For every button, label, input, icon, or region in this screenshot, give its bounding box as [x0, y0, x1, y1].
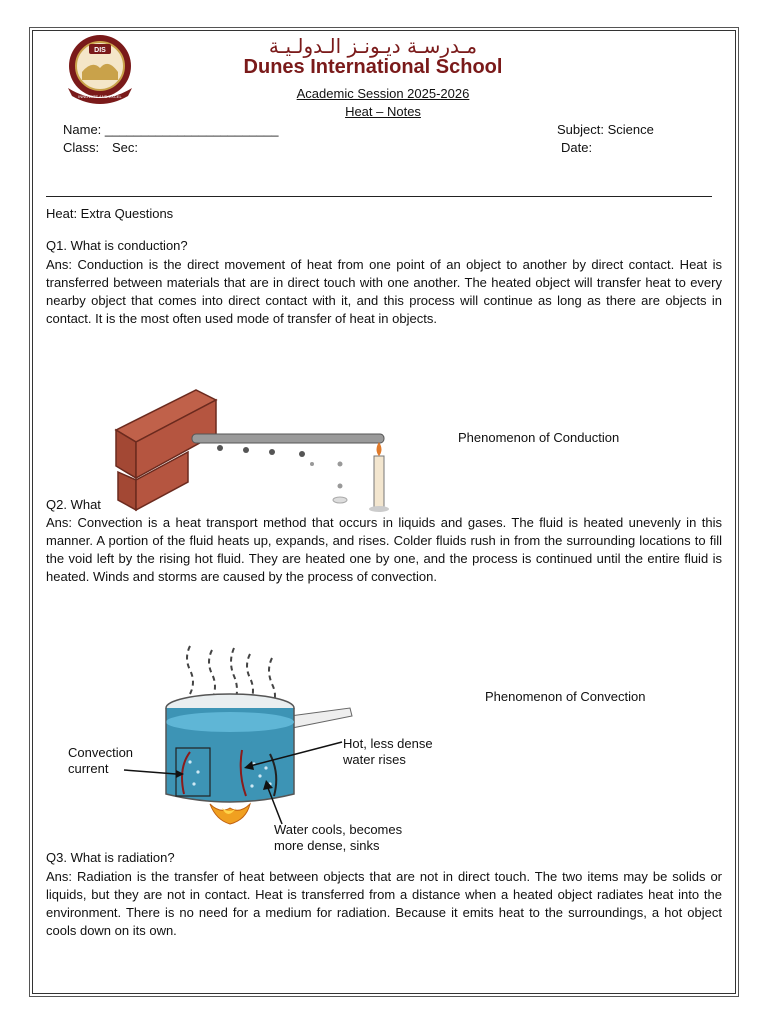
- subject-label: Subject: Science: [557, 122, 654, 137]
- arabic-school-name: مـدرسـة ديـونـز الـدولـيـة: [268, 34, 478, 58]
- logo-text: DIS: [94, 47, 106, 54]
- question-1: Q1. What is conduction?: [46, 238, 188, 253]
- section-heading: Heat: Extra Questions: [46, 206, 174, 221]
- label-hot-water: Hot, less dense water rises: [343, 736, 433, 767]
- name-field: Name: ________________________: [63, 122, 279, 137]
- caption-conduction: Phenomenon of Conduction: [458, 430, 620, 445]
- logo-motto: INNOVATE AND EXCEL: [78, 94, 122, 99]
- question-2: Q2. What: [46, 497, 101, 512]
- answer-2: Ans: Convection is a heat transport method that occurs in liquids and gases. The fluid is heated unevenly in this manner. A portion of the fluid heats up, expands, and rises. Colder fluids rush in from the surrounding locations to fill the void left by the rising hot fluid. They are heated one by one, and the process is continued until the entire fluid is heated. Winds and storms are caused by the process of convection.: [46, 515, 722, 584]
- conduction-diagram: [108, 382, 398, 514]
- school-name: Dunes International School: [243, 56, 503, 78]
- caption-convection: Phenomenon of Convection: [485, 689, 646, 704]
- academic-session: Academic Session 2025-2026: [296, 86, 470, 101]
- class-label: Class:: [63, 140, 100, 155]
- label-water-cools: Water cools, becomes more dense, sinks: [274, 822, 403, 853]
- question-3: Q3. What is radiation?: [46, 850, 175, 865]
- sec-label: Sec:: [112, 140, 139, 155]
- divider: [46, 196, 712, 197]
- label-convection-current: Convection current: [68, 745, 134, 776]
- answer-1: Ans: Conduction is the direct movement of heat from one point of an object to another by direct contact. Heat is transferred between materials that are in direct touch with one another. The heated object will transfer heat to every nearby object that comes into direct contact with it, and this process will continue as long as there are objects in contact. It is the most often used mode of transfer of heat in objects.: [46, 257, 722, 326]
- notes-topic: Heat – Notes: [345, 104, 421, 119]
- school-logo: [62, 30, 138, 108]
- answer-3: Ans: Radiation is the transfer of heat between objects that are not in direct touch. The two items may be solids or liquids, but they are not in contact. Heat is transferred from a distance when a heated object radiates heat into the environment. There is no need for a medium for radiation. Because it emits heat to the surroundings, a hot object cools down on its own.: [46, 869, 722, 938]
- date-label: Date:: [561, 140, 593, 155]
